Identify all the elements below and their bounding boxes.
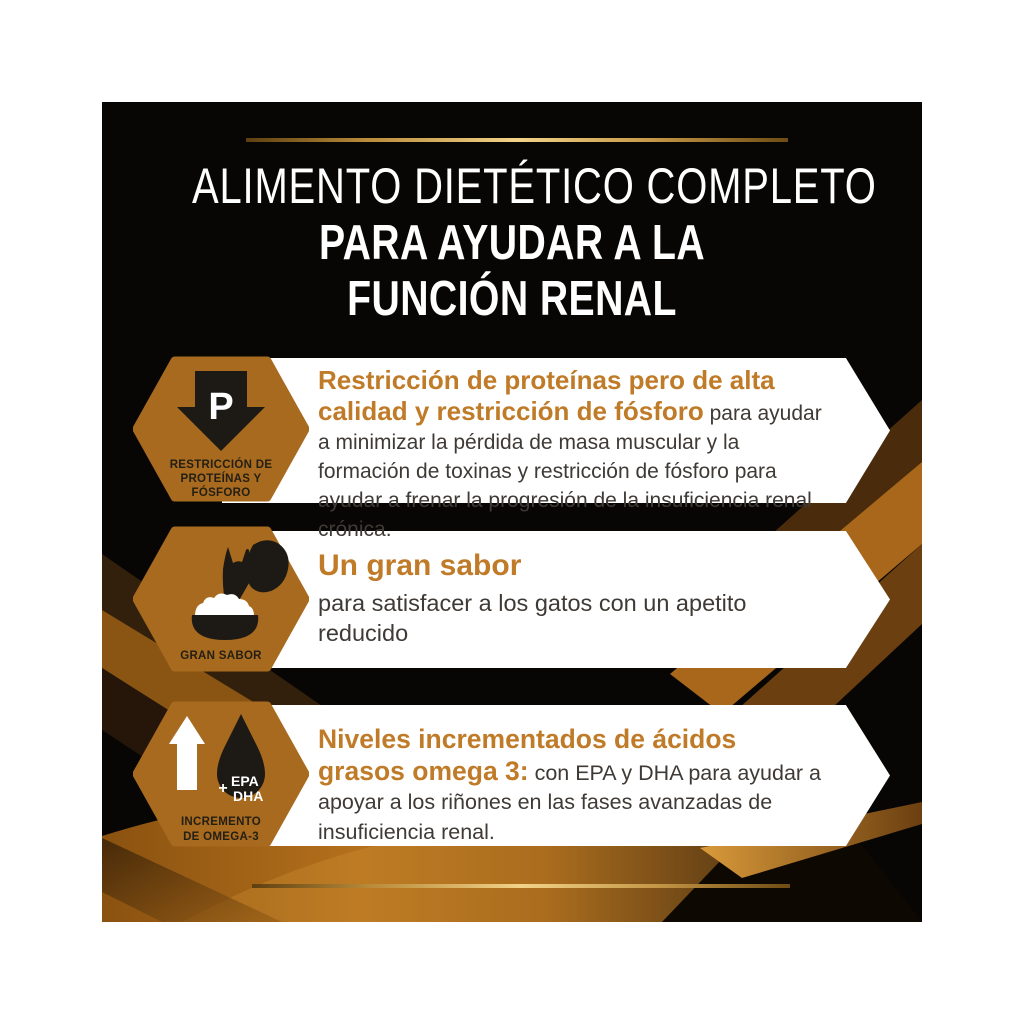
feature-body-taste: para satisfacer a los gatos con un apetito reducido <box>318 590 747 646</box>
drop-epa-label: EPA <box>231 773 259 789</box>
icon-label-line: PROTEÍNAS Y <box>180 473 262 485</box>
drop-dha-label: DHA <box>233 788 264 804</box>
down-arrow-p-icon <box>133 353 309 505</box>
feature-text-omega3 <box>318 725 826 847</box>
icon-label-line: DE OMEGA-3 <box>183 831 259 843</box>
icon-label-line: FÓSFORO <box>191 487 251 499</box>
title-line-3: FUNCIÓN RENAL <box>347 272 677 326</box>
page-title <box>112 158 912 327</box>
feature-body-protein: para ayudar a minimizar la pérdida de masa muscular y la formación de toxinas y restricción de fósforo para ayudar a frenar la progresión de la insuficiencia renal crónica. <box>318 402 822 541</box>
feature-text-protein <box>318 366 826 544</box>
title-line-1: ALIMENTO DIETÉTICO COMPLETO <box>192 158 877 214</box>
arrow-letter: P <box>208 386 234 428</box>
feature-body-omega3: con EPA y DHA para ayudar a apoyar a los riñones en las fases avanzadas de insuficiencia renal. <box>318 760 822 844</box>
icon-label-line: GRAN SABOR <box>180 650 262 662</box>
icon-label-line: RESTRICCIÓN DE <box>169 459 273 471</box>
gold-divider-top <box>246 138 788 142</box>
feature-highlight-omega3: Niveles incrementados de ácidos grasos omega 3: <box>318 724 737 786</box>
cat-eating-bowl-icon <box>133 523 309 675</box>
title-line-2: PARA AYUDAR A LA <box>318 216 706 270</box>
gold-divider-bottom <box>252 884 790 888</box>
infographic-panel <box>102 102 922 922</box>
icon-label-line: INCREMENTO <box>180 816 262 828</box>
drop-plus-sign: + <box>218 780 228 797</box>
feature-text-taste <box>318 549 826 648</box>
omega3-drop-up-arrow-icon <box>133 698 309 850</box>
feature-highlight-protein: Restricción de proteínas pero de alta calidad y restricción de fósforo <box>318 365 775 426</box>
feature-highlight-taste: Un gran sabor <box>318 549 522 582</box>
